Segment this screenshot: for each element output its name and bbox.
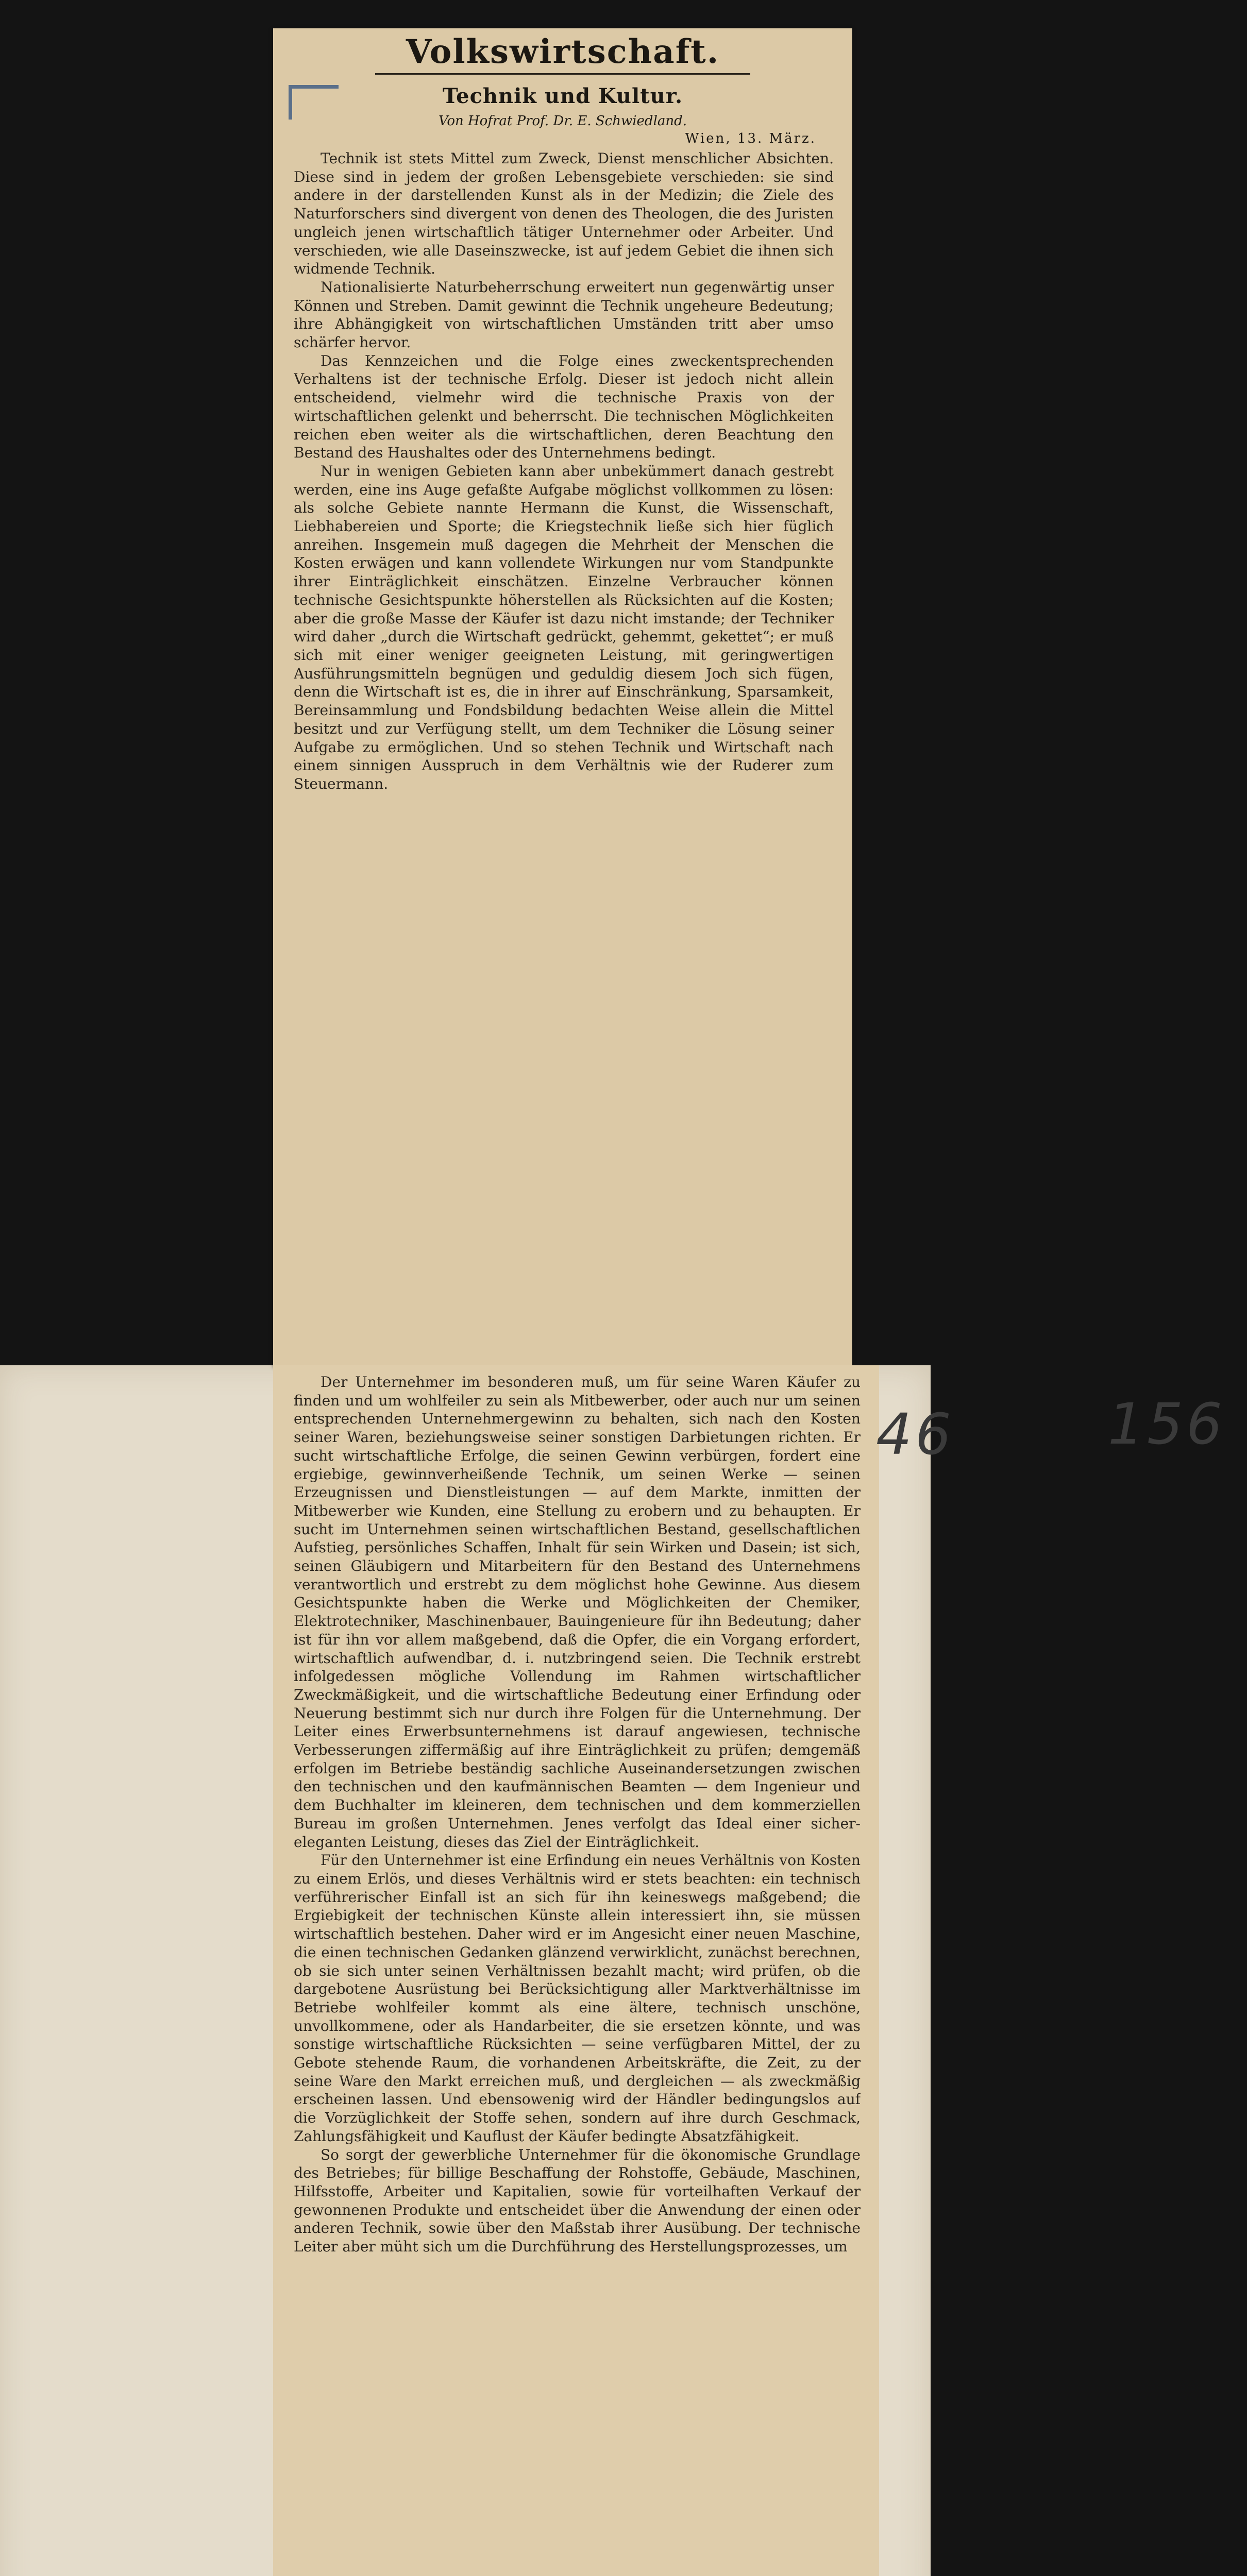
article-paragraph: Nationalisierte Naturbeherrschung erweitert nun gegenwärtig unser Können und Streben. Damit gewinnt die Technik ungeheure Bedeutung; ihre Abhängigkeit von wirtschaftlichen Umständen tritt aber umso schärfer hervor. xyxy=(294,278,834,351)
article-paragraph: Nur in wenigen Gebieten kann aber unbekümmert danach gestrebt werden, eine ins Auge gefaßte Aufgabe möglichst vollkommen zu lösen: als solche Gebiete nannte Hermann die Kunst, die Wissenschaft, Liebhabereien und Sporte; die Kriegstechnik ließe sich hier füglich anreihen. Insgemein muß dagegen die Mehrheit der Menschen die Kosten erwägen und kann vollendete Wirkungen nur vom Standpunkte ihrer Einträglichkeit einschätzen. Einzelne Verbraucher können technische Gesichtspunkte höherstellen als Rücksichten auf die Kosten; aber die große Masse der Käufer ist dazu nicht imstande; der Techniker wird daher „durch die Wirtschaft gedrückt, gehemmt, gekettet“; er muß sich mit einer weniger geeigneten Leistung, mit geringwertigen Ausführungsmitteln begnügen und geduldig diesem Joch sich fügen, denn die Wirtschaft ist es, die in ihrer auf Einschränkung, Sparsamkeit, Bereinsammlung und Fondsbildung bedachten Weise allein die Mittel besitzt und zur Verfügung stellt, um dem Techniker die Lösung seiner Aufgabe zu ermöglichen. Und so stehen Technik und Wirtschaft nach einem sinnigen Ausspruch in dem Verhältnis wie der Ruderer zum Steuermann. xyxy=(294,462,834,792)
article-paragraph: Technik ist stets Mittel zum Zweck, Dienst menschlicher Absichten. Diese sind in jedem der großen Lebensgebiete verschieden: sie sind andere in der darstellenden Kunst als in der Medizin; die Ziele des Naturforschers sind divergent von denen des Theologen, die des Juristen ungleich jenen wirtschaftlich tätiger Unternehmer oder Arbeiter. Und verschieden, wie alle Daseinszwecke, ist auf jedem Gebiet die ihnen sich widmende Technik. xyxy=(294,150,834,278)
article-paragraph: Der Unternehmer im besonderen muß, um für seine Waren Käufer zu finden und um wohlfeiler zu sein als Mitbewerber, oder auch nur um seinen entsprechenden Unternehmergewinn zu behalten, sich nach den Kosten seiner Waren, beziehungsweise seiner sonstigen Darbietungen richten. Er sucht wirtschaftliche Erfolge, die seinen Gewinn verbürgen, fordert eine ergiebige, gewinnverheißende Technik, um seinen Werke — seinen Erzeugnissen und Dienstleistungen — auf dem Markte, inmitten der Mitbewerber wie Kunden, eine Stellung zu erobern und zu behaupten. Er sucht im Unternehmen seinen wirtschaftlichen Bestand, gesellschaftlichen Aufstieg, persönliches Schaffen, Inhalt für sein Wirken und Dasein; ist sich, seinen Gläubigern und Mitarbeitern für den Bestand des Unternehmens verantwortlich und erstrebt zu dem möglichst hohe Gewinne. Aus diesem Gesichtspunkte haben die Werke und Möglichkeiten der Chemiker, Elektrotechniker, Maschinenbauer, Bauingenieure für ihn Bedeutung; daher ist für ihn vor allem maßgebend, daß die Opfer, die ein Vorgang erfordert, wirtschaftlich aufwendbar, d. i. nutzbringend seien. Die Technik erstrebt infolgedessen mögliche Vollendung im Rahmen wirtschaftlicher Zweckmäßigkeit, und die wirtschaftliche Bedeutung einer Erfindung oder Neuerung bestimmt sich nur durch ihre Folgen für die Unternehmung. Der Leiter eines Erwerbsunternehmens ist darauf angewiesen, technische Verbesserungen ziffermäßig auf ihre Einträglichkeit zu prüfen; demgemäß erfolgen im Betriebe beständig sachliche Auseinandersetzungen zwischen den technischen und den kaufmännischen Beamten — dem Ingenieur und dem Buchhalter im kleineren, dem technischen und dem kommerziellen Bureau im großen Unternehmen. Jenes verfolgt das Ideal einer sicher-eleganten Leistung, dieses das Ziel der Einträglichkeit. xyxy=(294,1374,861,1851)
pencil-number-right: 156 xyxy=(1108,1391,1225,1457)
article-byline: Von Hofrat Prof. Dr. E. Schwiedland. xyxy=(438,113,687,129)
article-paragraph: Für den Unternehmer ist eine Erfindung ein neues Verhältnis von Kosten zu einem Erlös, und dieses Verhältnis wird er stets beachten: ein technisch verführerischer Einfall ist an sich für ihn keineswegs maßgebend; die Ergiebigkeit der technischen Künste allein interessiert ihn, sie müssen wirtschaftlich bestehen. Daher wird er im Angesicht einer neuen Maschine, die einen technischen Gedanken glänzend verwirklicht, zunächst berechnen, ob sie sich unter seinen Verhältnissen bezahlt macht; wird prüfen, ob die dargebotene Ausrüstung bei Berücksichtigung aller Marktverhältnisse im Betriebe wohlfeiler kommt als eine ältere, technisch unschöne, unvollkommene, oder als Handarbeiter, die sie ersetzen könnte, und was sonstige wirtschaftliche Rücksichten — seine verfügbaren Mittel, der zu Gebote stehende Raum, die vorhandenen Arbeitskräfte, die Zeit, zu der seine Ware den Markt erreichen muß, und dergleichen — als zweckmäßig erscheinen lassen. Und ebensowenig wird der Händler bedingungslos auf die Vorzüglichkeit der Stoffe sehen, sondern auf ihre durch Geschmack, Zahlungsfähigkeit und Kauflust der Käufer bedingte Absatzfähigkeit. xyxy=(294,1852,861,2145)
article-title: Technik und Kultur. xyxy=(442,84,683,108)
article-body-upper xyxy=(294,149,834,1360)
article-body-lower xyxy=(294,1373,861,2576)
pencil-number-left: 46 xyxy=(876,1401,954,1467)
section-heading: Volkswirtschaft. xyxy=(375,32,750,75)
article-paragraph: Das Kennzeichen und die Folge eines zweckentsprechenden Verhaltens ist der technische Erfolg. Dieser ist jedoch nicht allein entscheidend, vielmehr wird die technische Praxis von der wirtschaftlichen gelenkt und beherrscht. Die technischen Möglichkeiten reichen eben weiter als die wirtschaftlichen, deren Beachtung den Bestand des Haushaltes oder des Unternehmens bedingt. xyxy=(294,352,834,462)
article-dateline: Wien, 13. März. xyxy=(685,131,816,146)
article-header xyxy=(273,28,852,146)
article-paragraph: So sorgt der gewerbliche Unternehmer für die ökonomische Grundlage des Betriebes; für billige Beschaffung der Rohstoffe, Gebäude, Maschinen, Hilfsstoffe, Arbeiter und Kapitalien, sowie für vorteilhaften Verkauf der gewonnenen Produkte und entscheidet über die Anwendung der einen oder anderen Technik, sowie über den Maßstab ihrer Ausübung. Der technische Leiter aber müht sich um die Durchführung des Herstellungsprozesses, um xyxy=(294,2146,861,2256)
